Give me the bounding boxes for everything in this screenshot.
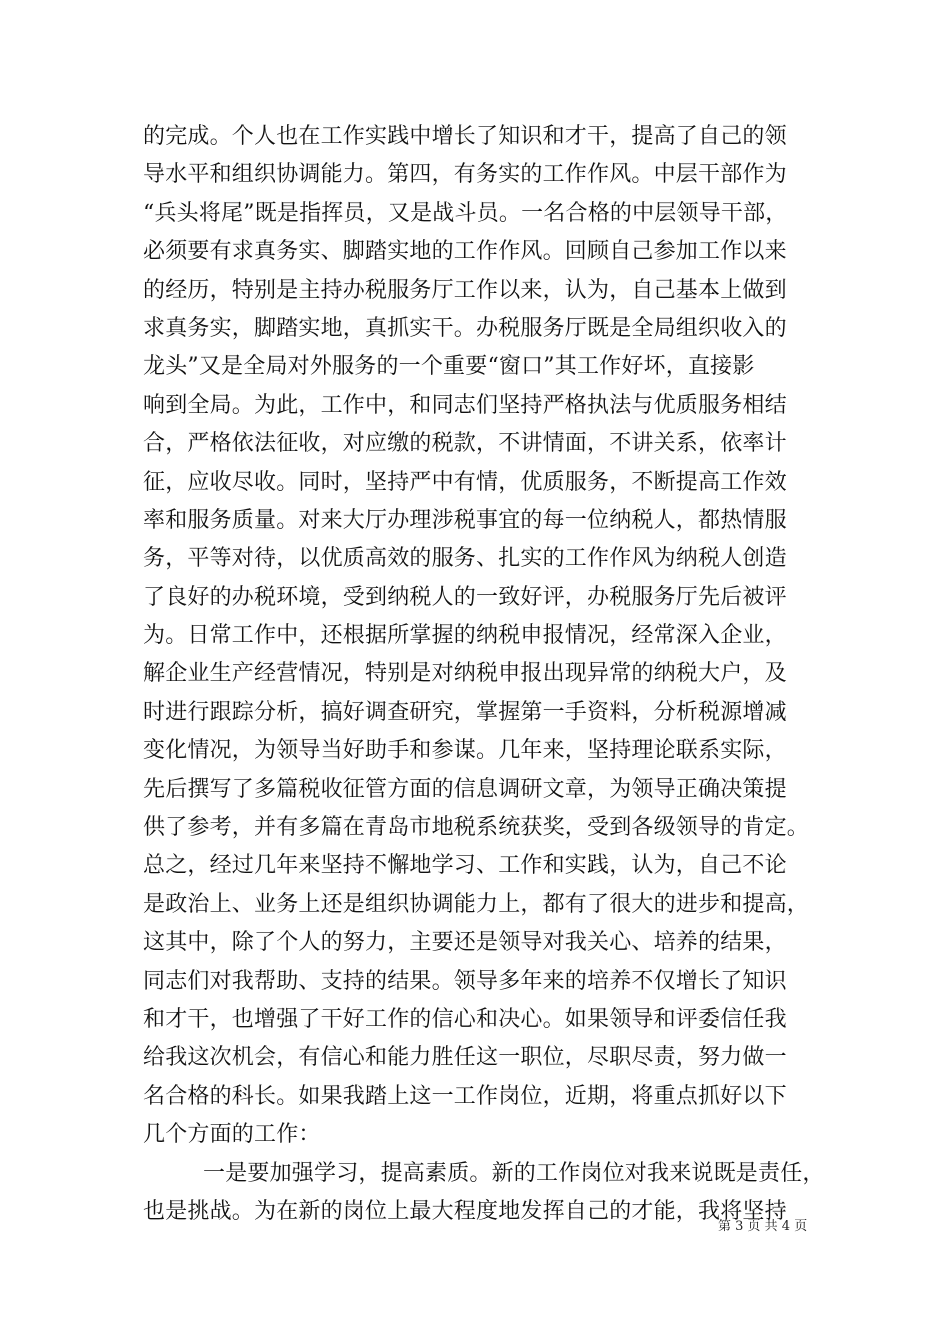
text-line: “兵头将尾”既是指挥员，又是战斗员。一名合格的中层领导干部， [143, 200, 788, 226]
page-number-footer: 第 3 页 共 4 页 [718, 1219, 808, 1234]
text-line: 总之，经过几年来坚持不懈地学习、工作和实践，认为，自己不论 [143, 853, 787, 879]
text-line: 征，应收尽收。同时，坚持严中有情，优质服务，不断提高工作效 [143, 469, 787, 495]
text-line: 了良好的办税环境，受到纳税人的一致好评，办税服务厅先后被评 [143, 584, 787, 610]
text-line: 解企业生产经营情况，特别是对纳税申报出现异常的纳税大户，及 [143, 661, 787, 687]
paragraph-first-line: 一是要加强学习，提高素质。新的工作岗位对我来说既是责任， [203, 1160, 825, 1186]
text-line: 这其中，除了个人的努力，主要还是领导对我关心、培养的结果， [143, 930, 787, 956]
text-line: 龙头”又是全局对外服务的一个重要“窗口”其工作好坏，直接影 [143, 354, 755, 380]
text-line: 为。日常工作中，还根据所掌握的纳税申报情况，经常深入企业， [143, 623, 787, 649]
text-line: 导水平和组织协调能力。第四，有务实的工作作风。中层干部作为 [143, 162, 787, 188]
text-line: 是政治上、业务上还是组织协调能力上，都有了很大的进步和提高， [143, 891, 810, 917]
text-line: 几个方面的工作： [143, 1122, 321, 1148]
text-line: 的经历，特别是主持办税服务厅工作以来，认为，自己基本上做到 [143, 277, 787, 303]
text-line: 时进行跟踪分析，搞好调查研究，掌握第一手资料，分析税源增减 [143, 699, 787, 725]
text-line: 率和服务质量。对来大厅办理涉税事宜的每一位纳税人，都热情服 [143, 507, 787, 533]
text-line: 响到全局。为此，工作中，和同志们坚持严格执法与优质服务相结 [143, 392, 787, 418]
text-line: 求真务实，脚踏实地，真抓实干。办税服务厅既是全局组织收入的 [143, 315, 787, 341]
text-line: 务，平等对待，以优质高效的服务、扎实的工作作风为纳税人创造 [143, 546, 787, 572]
text-line: 变化情况，为领导当好助手和参谋。几年来，坚持理论联系实际， [143, 738, 787, 764]
text-line: 合，严格依法征收，对应缴的税款，不讲情面，不讲关系，依率计 [143, 431, 787, 457]
text-line: 也是挑战。为在新的岗位上最大程度地发挥自己的才能，我将坚持 [143, 1198, 787, 1224]
text-line: 供了参考，并有多篇在青岛市地税系统获奖，受到各级领导的肯定。 [143, 815, 810, 841]
text-line: 同志们对我帮助、支持的结果。领导多年来的培养不仅增长了知识 [143, 968, 787, 994]
text-line: 名合格的科长。如果我踏上这一工作岗位，近期，将重点抓好以下 [143, 1083, 787, 1109]
text-line: 先后撰写了多篇税收征管方面的信息调研文章，为领导正确决策提 [143, 776, 787, 802]
text-line: 给我这次机会，有信心和能力胜任这一职位，尽职尽责，努力做一 [143, 1045, 787, 1071]
body-text [143, 118, 823, 1231]
text-line: 和才干，也增强了干好工作的信心和决心。如果领导和评委信任我 [143, 1006, 787, 1032]
text-line: 必须要有求真务实、脚踏实地的工作作风。回顾自己参加工作以来 [143, 239, 787, 265]
text-line: 的完成。个人也在工作实践中增长了知识和才干，提高了自己的领 [143, 124, 787, 149]
